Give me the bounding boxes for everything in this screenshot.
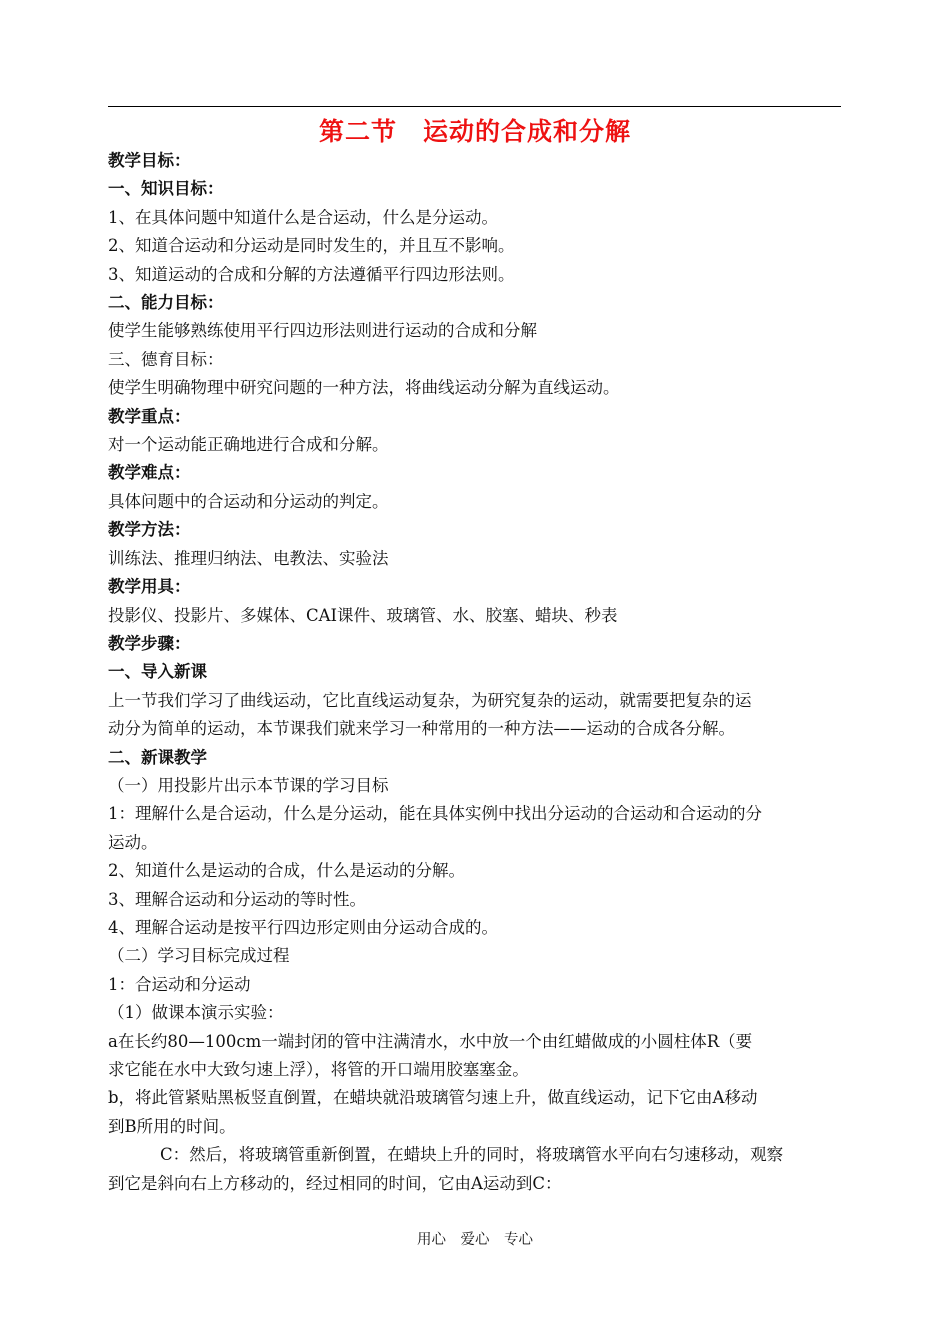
paragraph-line: C：然后，将玻璃管重新倒置，在蜡块上升的同时，将玻璃管水平向右匀速移动，观察 [160, 1145, 784, 1165]
paragraph-line: 三、德育目标： [108, 349, 224, 369]
section-heading: 教学用具： [108, 577, 191, 597]
paragraph-line: 1：理解什么是合运动，什么是分运动，能在具体实例中找出分运动的合运动和合运动的分 [108, 804, 762, 824]
section-heading: 一、导入新课 [108, 662, 207, 682]
paragraph-line: a在长约80—100cm一端封闭的管中注满清水，水中放一个由红蜡做成的小圆柱体R（要 [108, 1031, 753, 1051]
paragraph-line: 3、知道运动的合成和分解的方法遵循平行四边形法则。 [108, 264, 515, 284]
paragraph-line: 对一个运动能正确地进行合成和分解。 [108, 435, 389, 455]
paragraph-line: 1、在具体问题中知道什么是合运动，什么是分运动。 [108, 207, 498, 227]
paragraph-line: 运动。 [108, 832, 158, 852]
paragraph-line: （二）学习目标完成过程 [108, 946, 290, 966]
section-heading: 一、知识目标： [108, 179, 224, 199]
paragraph-line: 2、知道什么是运动的合成，什么是运动的分解。 [108, 861, 465, 881]
paragraph-line: 3、理解合运动和分运动的等时性。 [108, 889, 366, 909]
section-heading: 二、新课教学 [108, 747, 207, 767]
paragraph-line: 使学生明确物理中研究问题的一种方法，将曲线运动分解为直线运动。 [108, 378, 620, 398]
section-heading: 二、能力目标： [108, 293, 224, 313]
paragraph-line: 求它能在水中大致匀速上浮），将管的开口端用胶塞塞金。 [108, 1060, 529, 1079]
section-heading: 教学目标： [108, 151, 191, 170]
document-body [108, 147, 843, 1198]
paragraph-line: （一）用投影片出示本节课的学习目标 [108, 775, 389, 795]
paragraph-line: 使学生能够熟练使用平行四边形法则进行运动的合成和分解 [108, 321, 537, 341]
paragraph-line: 投影仪、投影片、多媒体、CAI课件、玻璃管、水、胶塞、蜡块、秒表 [108, 605, 618, 625]
paragraph-line: 具体问题中的合运动和分运动的判定。 [108, 491, 389, 511]
paragraph-line: 到它是斜向右上方移动的，经过相同的时间，它由A运动到C： [108, 1173, 562, 1193]
section-heading: 教学难点： [108, 463, 191, 483]
page-footer: 用心 爱心 专心 [417, 1232, 533, 1248]
paragraph-line: 动分为简单的运动，本节课我们就来学习一种常用的一种方法——运动的合成各分解。 [108, 719, 735, 739]
paragraph-line: 1：合运动和分运动 [108, 974, 251, 994]
paragraph-line: 4、理解合运动是按平行四边形定则由分运动合成的。 [108, 917, 498, 937]
paragraph-line: 训练法、推理归纳法、电教法、实验法 [108, 548, 389, 568]
section-heading: 教学重点： [108, 406, 191, 426]
paragraph-line: b，将此管紧贴黑板竖直倒置，在蜡块就沿玻璃管匀速上升，做直线运动，记下它由A移动 [108, 1088, 758, 1108]
section-heading: 教学步骤： [108, 633, 191, 653]
paragraph-line: 上一节我们学习了曲线运动，它比直线运动复杂，为研究复杂的运动，就需要把复杂的运 [108, 690, 752, 710]
page-title: 第二节 运动的合成和分解 [318, 117, 631, 146]
header-rule [108, 106, 841, 107]
section-heading: 教学方法： [108, 520, 191, 540]
paragraph-line: （1）做课本演示实验： [108, 1003, 284, 1023]
paragraph-line: 2、知道合运动和分运动是同时发生的，并且互不影响。 [108, 236, 515, 256]
paragraph-line: 到B所用的时间。 [108, 1116, 236, 1136]
